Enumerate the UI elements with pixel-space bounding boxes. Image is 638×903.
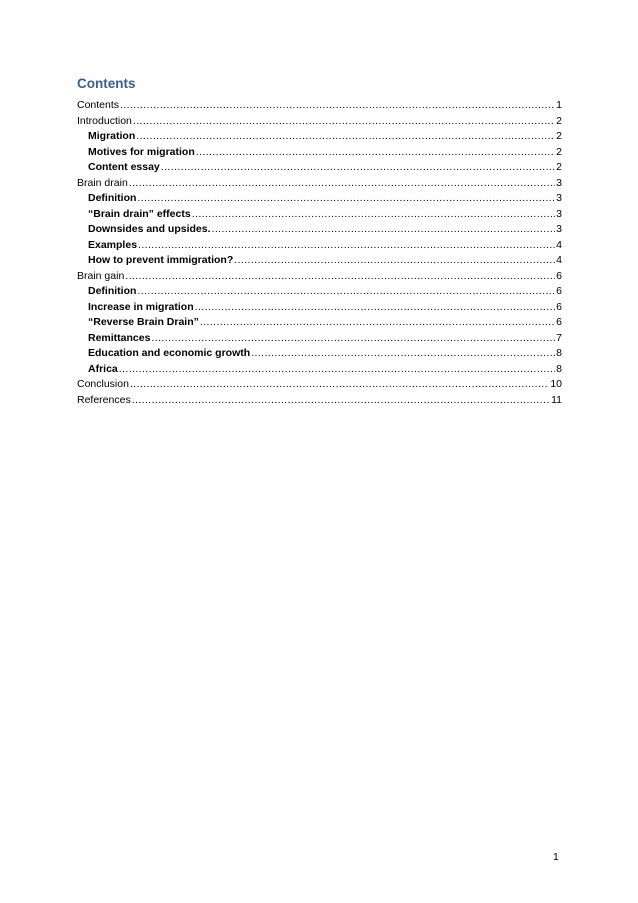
toc-dot-leader [138,238,555,254]
toc-entry-page: 4 [556,238,562,251]
toc-entry-text: Content essay [88,161,160,173]
toc-entry[interactable] [77,331,562,347]
toc-entry-page: 6 [556,300,562,313]
toc-entry-text: How to prevent immigration? [88,254,234,266]
toc-entry-text: “Reverse Brain Drain” [88,316,199,328]
toc-entry-text: Education and economic growth [88,347,251,359]
toc-entry-page: 8 [556,362,562,375]
toc-dot-leader [120,98,555,114]
toc-dot-leader [132,393,550,409]
toc-entry-text: References [77,393,131,406]
toc-entry[interactable] [77,362,562,378]
toc-entry[interactable] [77,129,562,145]
page-number: 1 [553,851,559,863]
toc-entry-text: Introduction [77,114,132,127]
toc-entry[interactable] [77,191,562,207]
toc-entry-text: Brain gain [77,269,125,282]
toc-entry-text: Brain drain [77,176,128,189]
toc-entry-page: 2 [556,114,562,127]
toc-entry-page: 3 [556,223,562,235]
toc-entry-page: 10 [550,378,562,390]
toc-entry[interactable] [77,98,562,114]
toc-entry-page: 11 [551,393,562,406]
toc-dot-leader [151,331,555,347]
toc-entry-page: 6 [556,269,562,282]
toc-entry-page: 6 [556,316,562,328]
toc-entry-page: 3 [556,176,562,189]
toc-dot-leader [137,191,555,207]
toc-dot-leader [133,114,555,130]
toc-dot-leader [195,300,555,316]
toc-dot-leader [129,176,555,192]
toc-entry[interactable] [77,377,562,393]
toc-entry-text: Examples [88,238,138,251]
toc-entry[interactable] [77,393,562,409]
toc-entry[interactable] [77,346,562,362]
toc-dot-leader [136,129,555,145]
toc-entry-page: 2 [556,161,562,173]
toc-entry[interactable] [77,176,562,192]
table-of-contents [77,98,562,408]
toc-entry-page: 8 [556,347,562,359]
toc-dot-leader [137,284,555,300]
toc-entry-page: 4 [556,254,562,266]
toc-entry-page: 3 [556,207,562,220]
toc-entry-page: 1 [556,99,562,111]
toc-entry[interactable] [77,160,562,176]
toc-dot-leader [119,362,555,378]
toc-dot-leader [200,315,555,331]
toc-entry[interactable] [77,269,562,285]
toc-dot-leader [212,222,555,238]
toc-dot-leader [196,145,555,161]
toc-entry[interactable] [77,114,562,130]
toc-dot-leader [125,269,555,285]
toc-entry-text: Definition [88,192,137,204]
toc-entry-page: 3 [556,192,562,204]
toc-dot-leader [192,207,555,223]
toc-title: Contents [77,76,136,91]
toc-entry-text: Contents [77,99,120,111]
toc-entry[interactable] [77,315,562,331]
toc-entry[interactable] [77,145,562,161]
toc-entry-text: Conclusion [77,378,129,390]
toc-dot-leader [251,346,555,362]
toc-entry-text: Motives for migration [88,145,195,158]
toc-entry[interactable] [77,284,562,300]
toc-entry-page: 7 [556,331,562,344]
toc-entry-page: 2 [556,145,562,158]
toc-dot-leader [234,253,555,269]
toc-entry-page: 2 [556,130,562,142]
toc-entry-text: “Brain drain” effects [88,207,191,220]
toc-entry[interactable] [77,207,562,223]
toc-entry[interactable] [77,238,562,254]
toc-entry-text: Increase in migration [88,300,194,313]
toc-entry[interactable] [77,253,562,269]
toc-entry[interactable] [77,300,562,316]
toc-dot-leader [130,377,549,393]
toc-entry-text: Remittances [88,331,151,344]
toc-entry-text: Migration [88,130,136,142]
toc-entry-text: Downsides and upsides. [88,223,211,235]
toc-dot-leader [161,160,555,176]
toc-entry[interactable] [77,222,562,238]
toc-entry-text: Definition [88,285,137,297]
toc-entry-page: 6 [556,285,562,297]
toc-entry-text: Africa [88,362,118,375]
